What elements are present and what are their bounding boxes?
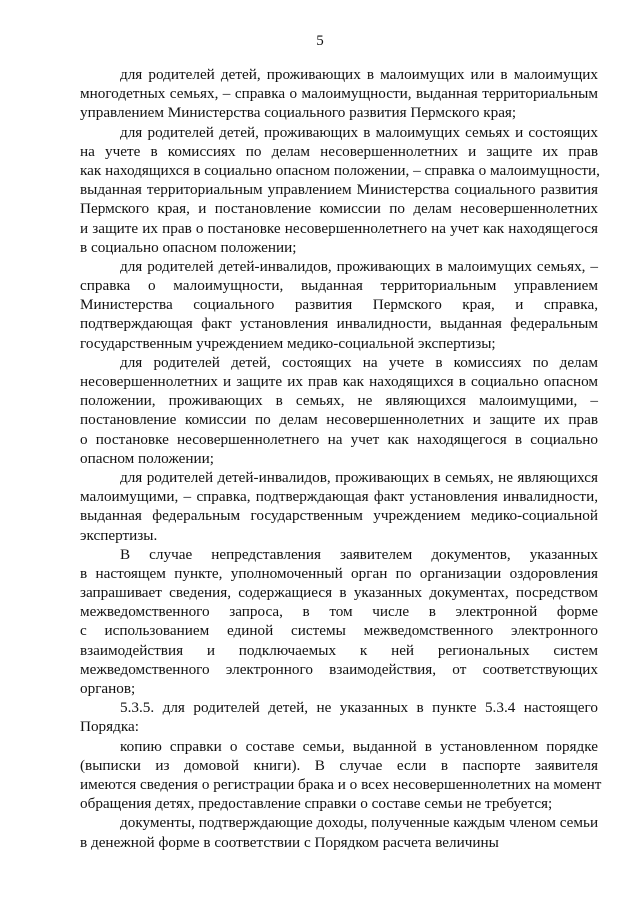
text-line: управлением Министерства социального развития Пермского края; — [80, 104, 517, 122]
text-line: межведомственного запроса, в том числе в электронной форме — [80, 603, 598, 621]
text-line: как находящихся в социально опасном положении, – справка о малоимущности, — [80, 161, 600, 179]
text-line: в настоящем пункте, уполномоченный орган по организации оздоровления — [80, 564, 598, 582]
text-line: выданная территориальным управлением Министерства социального развития — [80, 181, 598, 199]
text-line: многодетных семьях, – справка о малоимущности, выданная территориальным — [80, 85, 598, 103]
text-line: органов; — [80, 680, 136, 697]
text-line: для родителей детей, состоящих на учете в комиссиях по делам — [120, 353, 598, 371]
paragraph — [80, 123, 598, 257]
text-line: выданная федеральным государственным учреждением медико-социальной — [80, 507, 598, 525]
text-line: взаимодействия и подключаемых к ней региональных систем — [80, 641, 598, 659]
text-line: в социально опасном положении; — [80, 238, 297, 256]
paragraph — [80, 257, 598, 353]
text-line: положении, проживающих в семьях, не являющихся малоимущими, – — [80, 392, 598, 410]
text-line: для родителей детей-инвалидов, проживающих в семьях, не являющихся — [120, 468, 598, 486]
paragraph — [80, 65, 598, 123]
text-line: справка о малоимущности, выданная территориальным управлением — [80, 277, 598, 295]
text-line: Министерства социального развития Пермского края, и справка, — [80, 296, 598, 314]
body-text — [80, 65, 602, 852]
text-line: несовершеннолетних и защите их прав как находящихся в социально опасном — [80, 373, 598, 390]
text-line: и защите их прав о постановке несовершеннолетнего на учет как находящегося — [80, 219, 598, 237]
text-line: для родителей детей-инвалидов, проживающих в малоимущих семьях, – — [120, 257, 598, 275]
text-line: в денежной форме в соответствии с Порядком расчета величины — [80, 833, 499, 851]
paragraph — [80, 698, 598, 736]
text-line: имеются сведения о регистрации брака и о всех несовершеннолетних на момент — [80, 775, 602, 793]
text-line: Пермского края, и постановление комиссии по делам несовершеннолетних — [80, 200, 598, 218]
paragraph — [80, 545, 598, 699]
text-line: В случае непредставления заявителем документов, указанных — [120, 545, 598, 563]
text-line: документы, подтверждающие доходы, полученные каждым членом семьи — [120, 814, 599, 832]
text-line: обращения детях, предоставление справки о составе семьи не требуется; — [80, 795, 553, 813]
text-line: государственным учреждением медико-социальной экспертизы; — [80, 334, 496, 352]
page-number: 5 — [316, 33, 324, 49]
text-line: подтверждающая факт установления инвалидности, выданная федеральным — [80, 315, 598, 333]
text-line: постановление комиссии по делам несовершеннолетних и защите их прав — [80, 411, 598, 429]
text-line: для родителей детей, проживающих в малоимущих семьях и состоящих — [120, 123, 598, 141]
text-line: на учете в комиссиях по делам несовершеннолетних и защите их прав — [80, 142, 598, 160]
text-line: о постановке несовершеннолетнего на учет как находящегося в социально — [80, 430, 598, 448]
paragraph — [80, 353, 598, 468]
paragraph — [80, 468, 598, 545]
text-line: запрашивает сведения, содержащиеся в указанных документах, посредством — [80, 584, 598, 602]
text-line: с использованием единой системы межведомственного электронного — [80, 622, 598, 640]
text-line: межведомственного электронного взаимодействия, от соответствующих — [80, 660, 598, 678]
text-line: для родителей детей, проживающих в малоимущих или в малоимущих — [120, 66, 598, 83]
paragraph — [80, 737, 602, 814]
text-line: опасном положении; — [80, 449, 214, 467]
paragraph — [80, 813, 598, 851]
text-line: малоимущими, – справка, подтверждающая факт установления инвалидности, — [80, 488, 598, 506]
text-line: Порядка: — [80, 718, 139, 736]
text-line: экспертизы. — [80, 526, 158, 544]
text-line: копию справки о составе семьи, выданной в установленном порядке — [120, 737, 598, 755]
text-line: (выписки из домовой книги). В случае если в паспорте заявителя — [80, 756, 598, 774]
text-line: 5.3.5. для родителей детей, не указанных в пункте 5.3.4 настоящего — [120, 699, 598, 717]
